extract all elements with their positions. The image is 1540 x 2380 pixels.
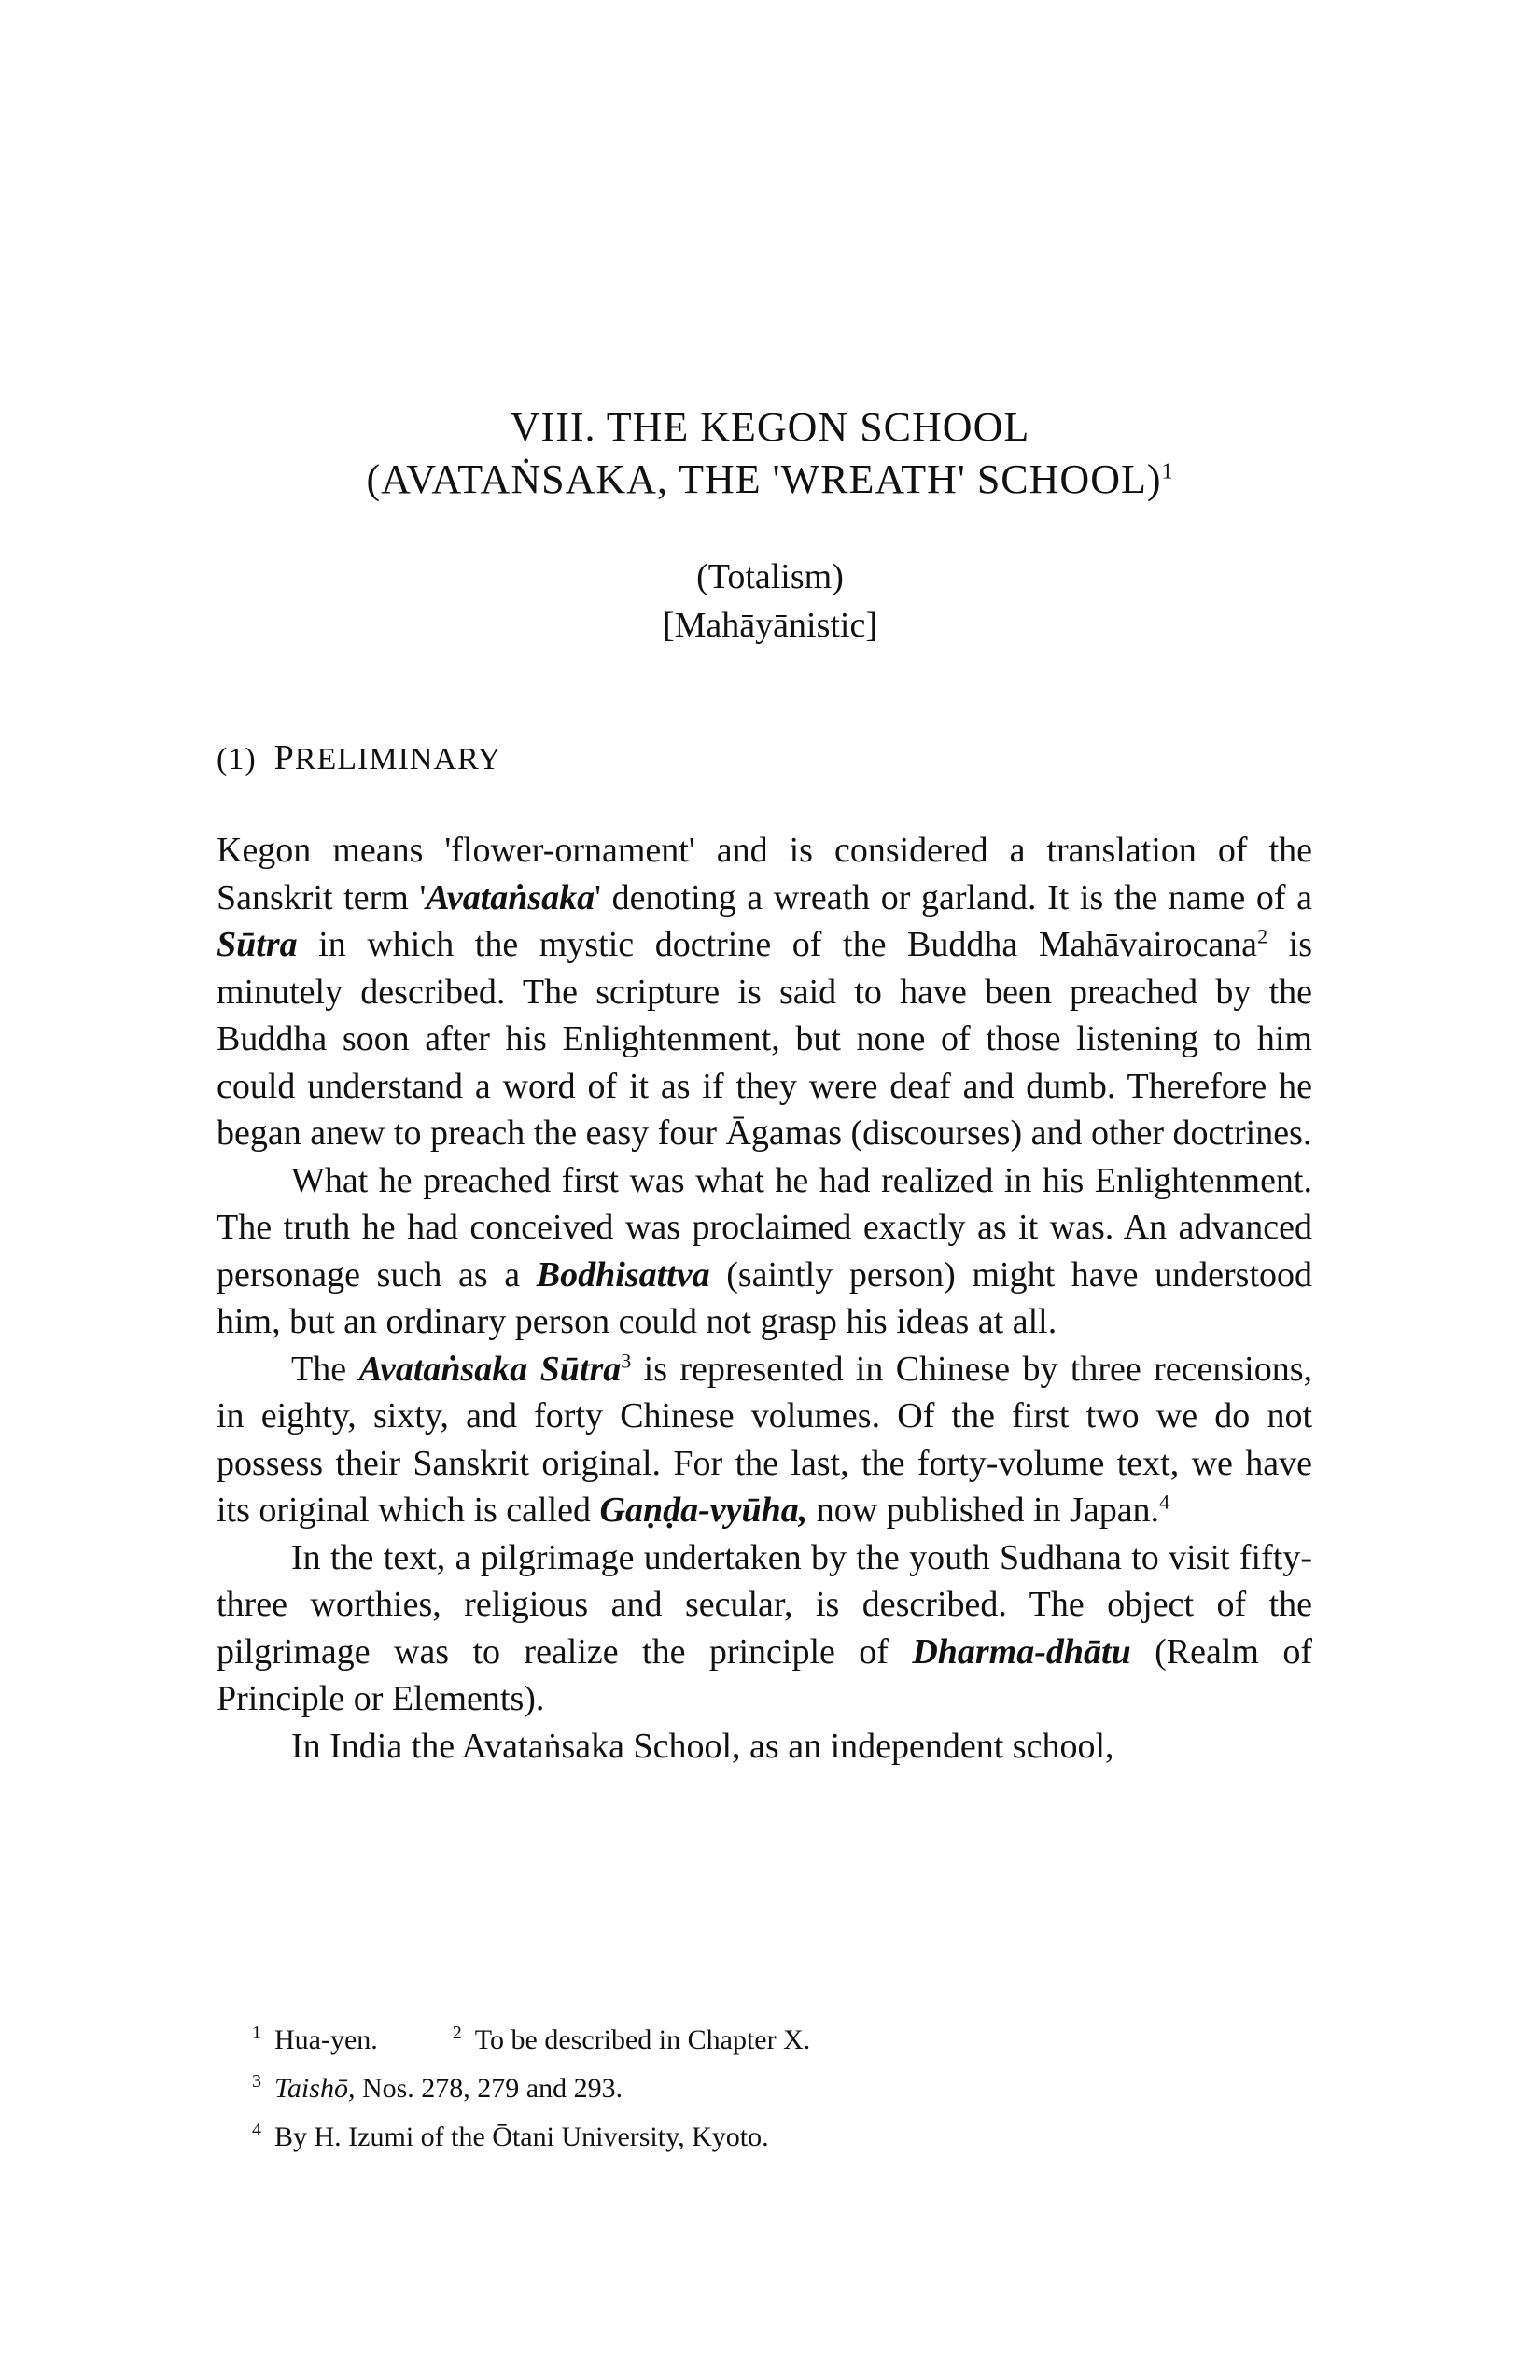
text-run: (saintly person) might have understood him, but an ordinary person could not grasp his ideas at all. — [217, 1254, 1313, 1341]
text-run: (Realm of Principle or Elements). — [217, 1631, 1312, 1718]
text-run: The — [291, 1349, 359, 1389]
footnotes — [252, 2016, 1279, 2162]
text-run: in which the mystic doctrine of the Buddha Mahāvairocana — [297, 925, 1258, 964]
italic-term: Sūtra — [217, 925, 298, 964]
footnote-row-4 — [252, 2113, 1279, 2162]
chapter-title-text: VIII. THE KEGON SCHOOL — [510, 404, 1030, 450]
chapter-subtitle — [0, 455, 1540, 503]
footnote-italic: Taishō, — [274, 2073, 356, 2104]
footnote-number: 2 — [452, 2023, 462, 2043]
italic-term: Avataṅsaka — [426, 877, 595, 917]
section-number: (1) — [217, 742, 257, 777]
footnote-text: Hua-yen. — [274, 2024, 378, 2055]
text-run: In the text, a pilgrimage undertaken by the youth Sudhana to visit fifty-three worthies, religious and secular, is described. The object of the pilgrimage was to realize the principle of — [217, 1537, 1312, 1672]
paragraph-3 — [217, 1346, 1312, 1534]
footnote-ref-1: 1 — [1161, 459, 1174, 484]
section-heading — [217, 737, 501, 778]
italic-term: Bodhisattva — [536, 1254, 710, 1295]
footnote-text: Nos. 278, 279 and 293. — [355, 2073, 623, 2104]
footnote-number: 3 — [252, 2071, 261, 2092]
paragraph-2 — [217, 1157, 1312, 1346]
text-run: ' denoting a wreath or garland. It is the name of a — [595, 877, 1312, 917]
section-title-rest: RELIMINARY — [294, 742, 502, 777]
paragraph-1 — [217, 827, 1312, 1157]
text-run: What he preached first was what he had realized in his Enlightenment. The truth he had conceived was proclaimed exactly as it was. An advanced personage such as a — [217, 1160, 1312, 1295]
italic-term: Gaṇḍa-vyūha, — [599, 1491, 808, 1530]
footnote-ref-3: 3 — [621, 1348, 632, 1372]
italic-term: Avataṅsaka Sūtra — [358, 1349, 622, 1389]
footnote-number: 4 — [252, 2120, 261, 2140]
text-run: is minutely described. The scripture is said to have been preached by the Buddha soon after his Enlightenment, but none of those listening to him could understand a word of it as if they were deaf and dumb. Therefore he began anew to preach the easy four Āgamas (discourses) and other doctrines. — [217, 925, 1312, 1153]
italic-term: Dharma-dhātu — [912, 1631, 1131, 1672]
paragraph-4 — [217, 1534, 1312, 1723]
footnote-text: To be described in Chapter X. — [474, 2024, 811, 2055]
text-run: now published in Japan. — [807, 1491, 1160, 1530]
classification-1: (Totalism) — [696, 557, 844, 596]
footnote-row-1 — [252, 2016, 1279, 2065]
footnote-ref-2: 2 — [1257, 924, 1268, 948]
chapter-subtitle-text: (AVATAṄSAKA, THE 'WREATH' SCHOOL) — [366, 456, 1162, 502]
text-run: Kegon means 'flower-ornament' and is considered a translation of the Sanskrit term ' — [217, 831, 1312, 917]
text-run: In India the Avataṅsaka School, as an independent school, — [291, 1726, 1114, 1766]
paragraph-5 — [217, 1723, 1312, 1771]
section-initial: P — [273, 738, 295, 777]
text-run: is represented in Chinese by three recensions, in eighty, sixty, and forty Chinese volumes. Of the first two we do not possess their Sanskrit original. For the last, the forty-volume text, we have its original which is called — [217, 1349, 1313, 1530]
footnote-number: 1 — [252, 2023, 261, 2043]
footnote-text: By H. Izumi of the Ōtani University, Kyoto. — [274, 2121, 769, 2152]
chapter-title — [0, 403, 1540, 451]
footnote-row-3 — [252, 2065, 1279, 2113]
footnote-ref-4: 4 — [1159, 1490, 1170, 1514]
body-text — [217, 827, 1312, 1770]
classification-2: [Mahāyānistic] — [662, 606, 878, 645]
